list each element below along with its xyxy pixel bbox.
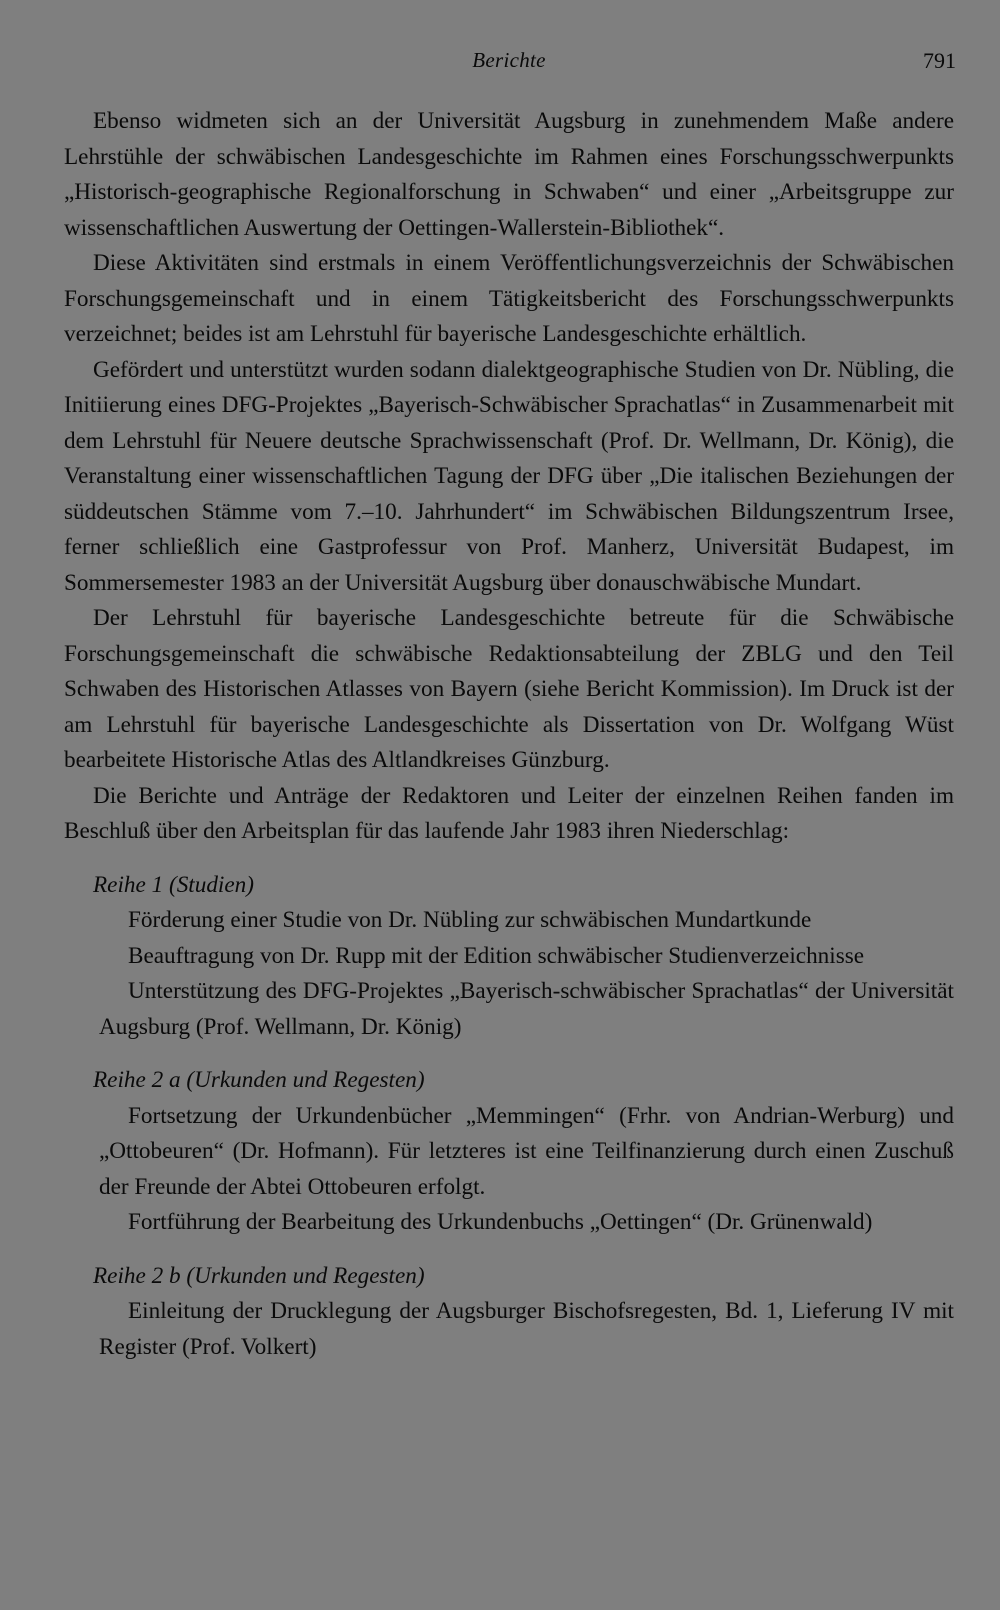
reihe-section [64,868,954,1046]
reihe-item: Förderung einer Studie von Dr. Nübling zur schwäbischen Mundartkunde [128,907,812,933]
reihe-item-list [64,1099,954,1241]
body-text [64,104,954,1365]
paragraph: Der Lehrstuhl für bayerische Landesgeschichte betreute für die Schwäbische Forschungsgemeinschaft die schwäbische Redaktionsabteilung der ZBLG und den Teil Schwaben des Historischen Atlasses von Bayern (siehe Bericht Kommission). Im Druck ist der am Lehrstuhl für bayerische Landesgeschichte als Dissertation von Dr. Wolfgang Wüst bearbeitete Historische Atlas des Altlandkreises Günzburg. [64,605,954,773]
reihe-section [64,1259,954,1366]
reihe-item: Fortführung der Bearbeitung des Urkundenbuchs „Oettingen“ (Dr. Grünenwald) [128,1209,873,1235]
paragraph: Diese Aktivitäten sind erstmals in einem Veröffentlichungsverzeichnis der Schwäbischen Forschungsgemeinschaft und in einem Tätigkeitsbericht des Forschungsschwerpunkts verzeichnet; beides ist am Lehrstuhl für bayerische Landesgeschichte erhältlich. [64,250,954,347]
reihe-item-list [64,1294,954,1365]
paragraph: Ebenso widmeten sich an der Universität Augsburg in zunehmendem Maße andere Lehrstühle der schwäbischen Landesgeschichte im Rahmen eines Forschungsschwerpunkts „Historisch-geographische Regionalforschung in Schwaben“ und einer „Arbeitsgruppe zur wissenschaftlichen Auswertung der Oettingen-Wallerstein-Bibliothek“. [64,108,954,241]
reihe-item: Fortsetzung der Urkundenbücher „Memmingen“ (Frhr. von Andrian-Werburg) und „Ottobeuren“ (Dr. Hofmann). Für letzteres ist eine Teilfinanzierung durch einen Zuschuß der Freunde der Abtei Ottobeuren erfolgt. [99,1102,954,1200]
reihe-item-list [64,903,954,1045]
reihe-item: Unterstützung des DFG-Projektes „Bayerisch-schwäbischer Sprachatlas“ der Universität Augsburg (Prof. Wellmann, Dr. König) [99,978,954,1040]
reihe-item: Einleitung der Drucklegung der Augsburger Bischofsregesten, Bd. 1, Lieferung IV mit Register (Prof. Volkert) [99,1298,954,1360]
running-header [64,48,954,84]
reihe-item: Beauftragung von Dr. Rupp mit der Edition schwäbischer Studienverzeichnisse [128,942,865,969]
paragraph: Gefördert und unterstützt wurden sodann dialektgeographische Studien von Dr. Nübling, die Initiierung eines DFG-Projektes „Bayerisch-Schwäbischer Sprachatlas“ in Zusammenarbeit mit dem Lehrstuhl für Neuere deutsche Sprachwissenschaft (Prof. Dr. Wellmann, Dr. König), die Veranstaltung einer wissenschaftlichen Tagung der DFG über „Die italischen Beziehungen der süddeutschen Stämme vom 7.–10. Jahrhundert“ im Schwäbischen Bildungszentrum Irsee, ferner schließlich eine Gastprofessur von Prof. Manherz, Universität Budapest, im Sommersemester 1983 an der Universität Augsburg über donauschwäbische Mundart. [64,356,954,596]
reihe-section [64,1063,954,1241]
reihe-heading: Reihe 2 b (Urkunden und Regesten) [93,1262,425,1289]
book-page [64,48,954,1365]
reihe-heading: Reihe 1 (Studien) [93,871,254,898]
paragraph: Die Berichte und Anträge der Redaktoren und Leiter der einzelnen Reihen fanden im Beschluß über den Arbeitsplan für das laufende Jahr 1983 ihren Niederschlag: [64,782,954,844]
page-number: 791 [923,48,956,73]
reihe-heading: Reihe 2 a (Urkunden und Regesten) [93,1067,425,1093]
running-title: Berichte [472,48,546,72]
